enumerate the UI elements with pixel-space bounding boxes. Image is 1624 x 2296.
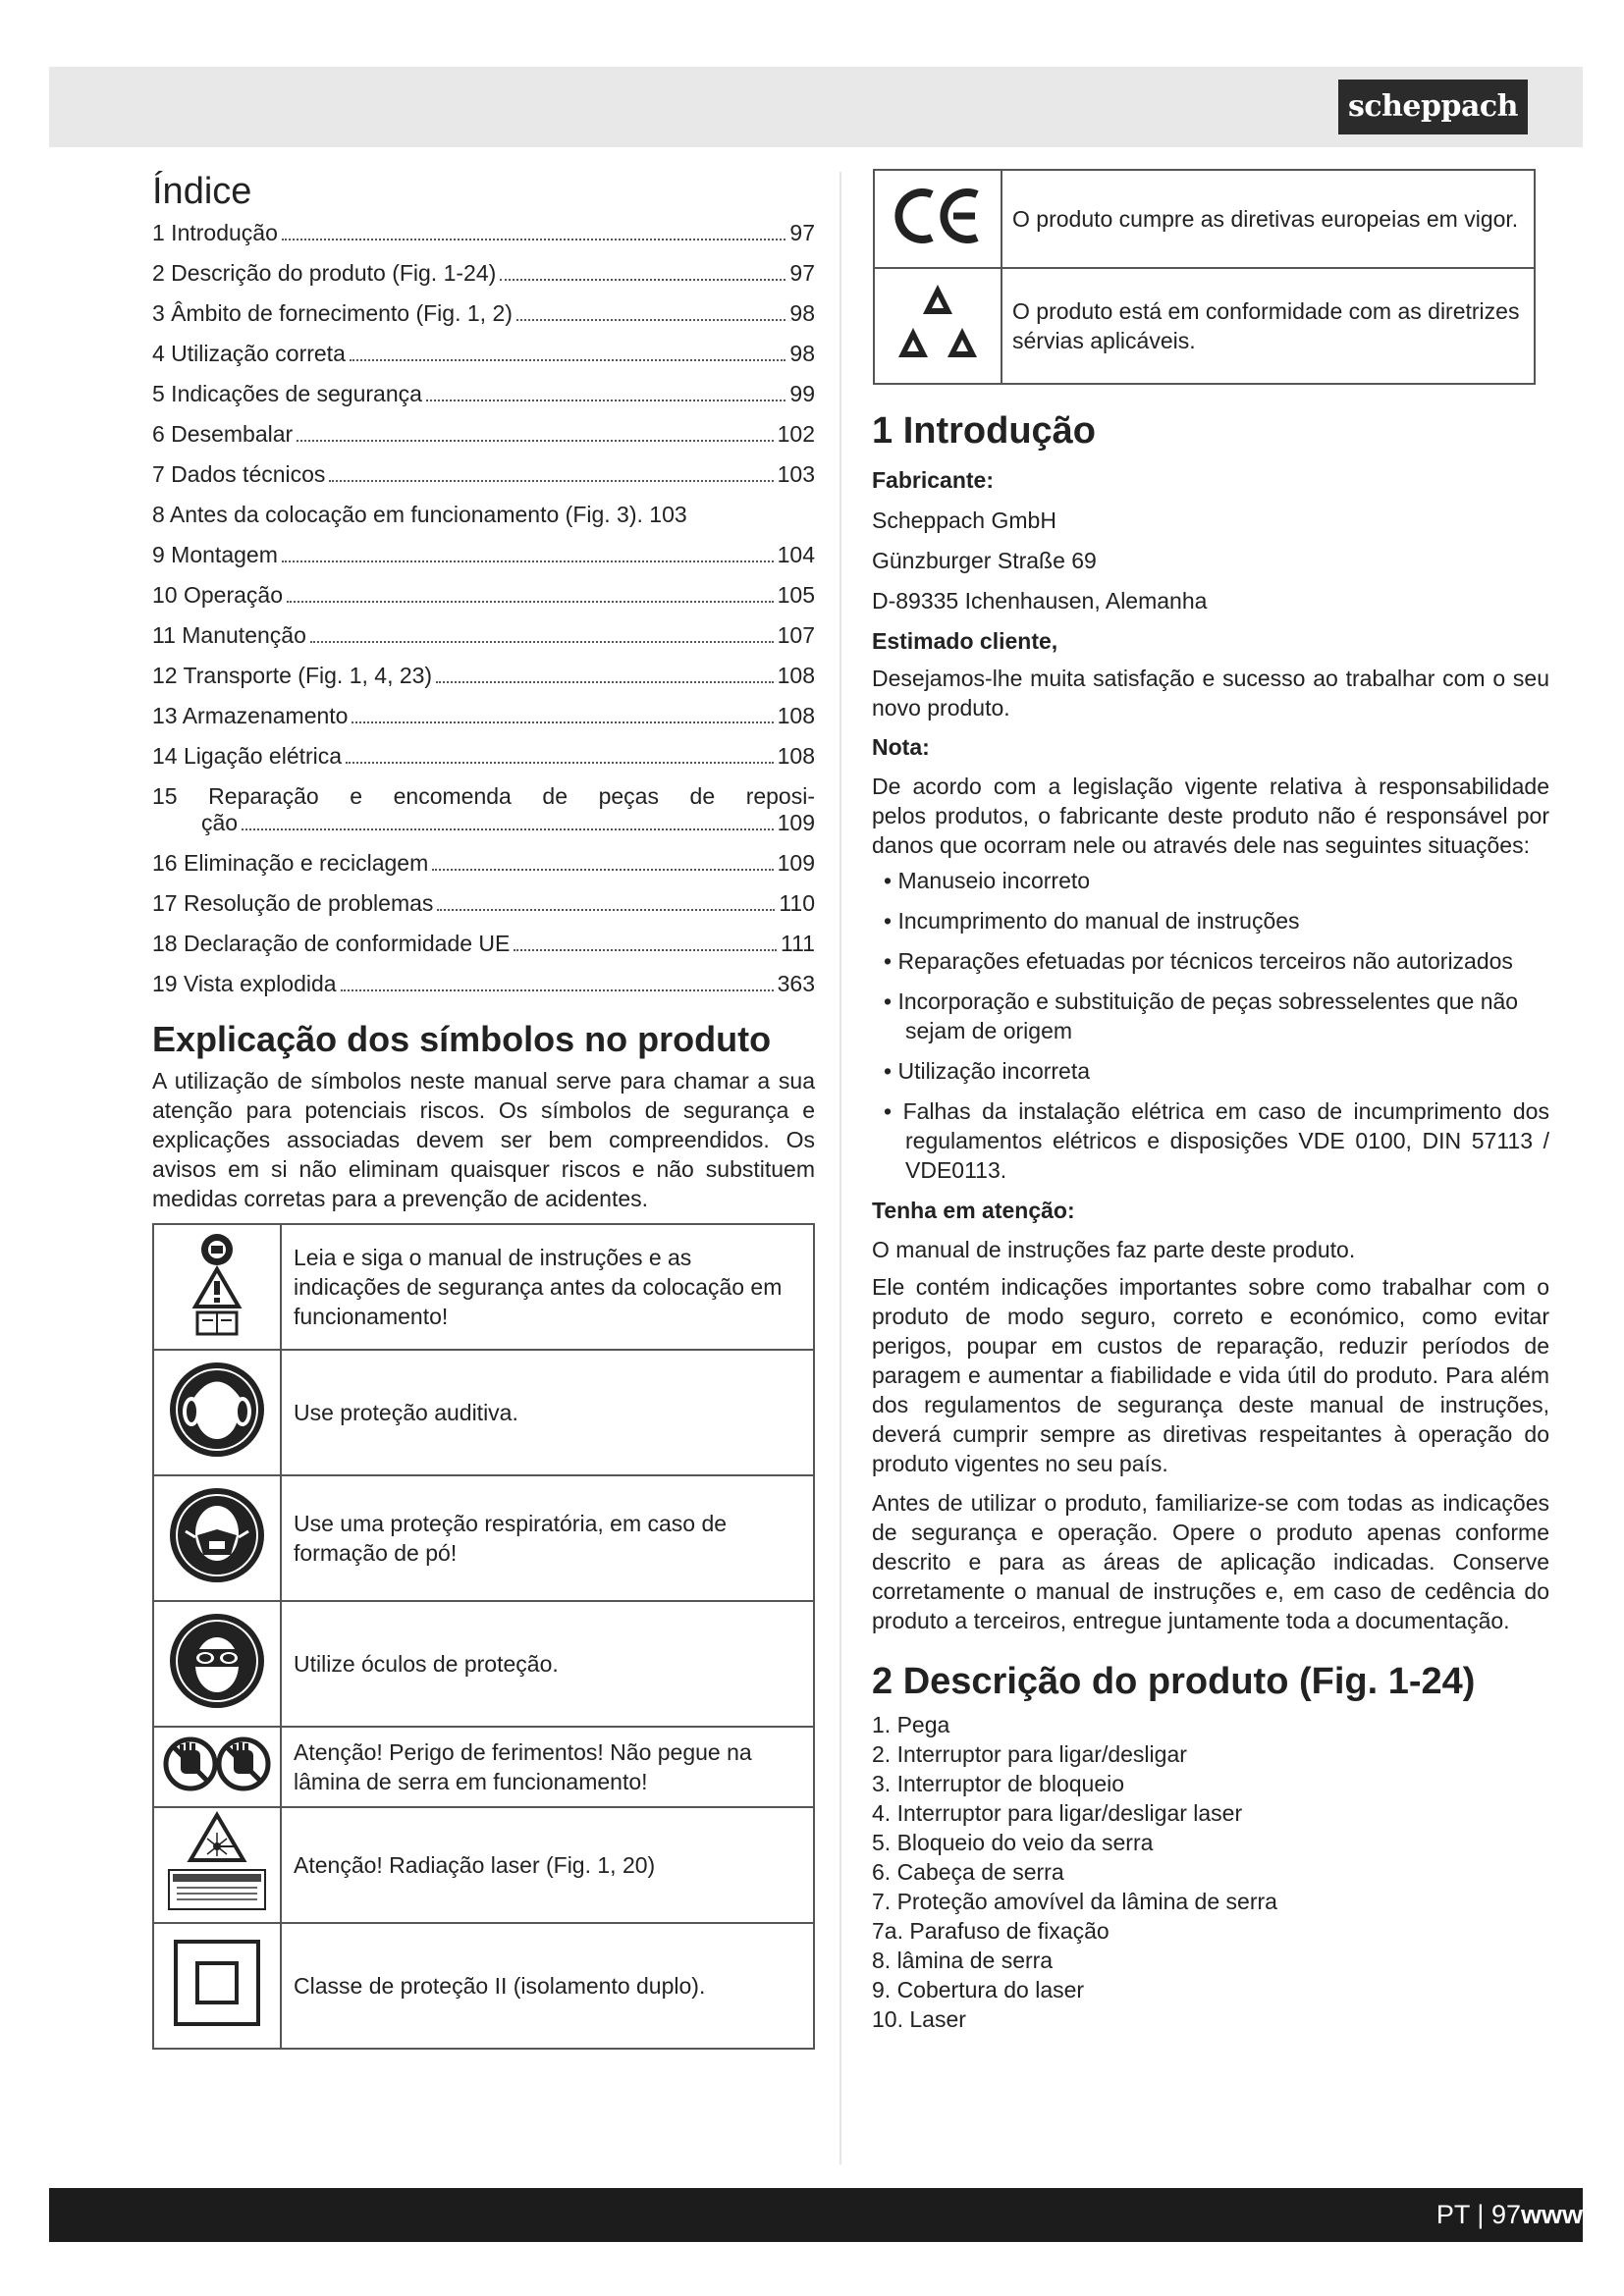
- toc-item-page: 102: [777, 421, 815, 447]
- toc-item-page: 104: [777, 542, 815, 567]
- list-item: • Manuseio incorreto: [884, 868, 1091, 893]
- toc-item-title: 6 Desembalar: [152, 421, 294, 447]
- cert-row: [874, 170, 1535, 268]
- toc-item[interactable]: [152, 783, 815, 836]
- toc-item-title: 12 Transporte (Fig. 1, 4, 23): [152, 663, 433, 688]
- toc-item[interactable]: [152, 890, 815, 917]
- toc-item[interactable]: [152, 703, 815, 729]
- toc-item-title: 8 Antes da colocação em funcionamento (Fig. 3).: [152, 502, 643, 527]
- toc-dot-leader: [516, 319, 786, 321]
- symbol-text: Atenção! Perigo de ferimentos! Não pegue na lâmina de serra em funcionamento!: [281, 1727, 814, 1807]
- toc-dot-leader: [282, 561, 774, 562]
- attention-paragraph: O manual de instruções faz parte deste produto.: [872, 1237, 1356, 1262]
- no-hands-icon: [163, 1736, 271, 1791]
- toc-item-title: 18 Declaração de conformidade UE: [152, 931, 511, 956]
- symbol-icon-cell: [153, 1923, 281, 2049]
- toc-item-page: 99: [789, 381, 815, 406]
- note-label: Nota:: [872, 734, 930, 760]
- liability-list: [872, 866, 1549, 1185]
- cert-icon-cell: [874, 170, 1001, 268]
- symbol-icon-cell: [153, 1727, 281, 1807]
- toc-item[interactable]: [152, 743, 815, 770]
- respiratory-protection-icon: [168, 1486, 266, 1584]
- symbols-intro-text: A utilização de símbolos neste manual serve para chamar a sua atenção para potenciais riscos. Os símbolos de segurança e explicações associadas devem ser bem compreendidos. Os avisos em si não eliminam quaisquer riscos e não substituem medidas corretas para a prevenção de acidentes.: [152, 1068, 815, 1211]
- list-item-text: Incorporação e substituição de peças sobresselentes que não sejam de origem: [897, 988, 1519, 1043]
- toc-item[interactable]: [152, 622, 815, 649]
- toc-item[interactable]: [152, 850, 815, 877]
- toc-dot-leader: [426, 400, 785, 401]
- footer-url: www: [1520, 2200, 1583, 2229]
- list-item: • Falhas da instalação elétrica em caso de incumprimento dos regulamentos elétricos e disposições VDE 0100, DIN 57113 / VDE0113.: [884, 1098, 1549, 1183]
- toc-item[interactable]: [152, 341, 815, 367]
- toc-item-title: 14 Ligação elétrica: [152, 743, 343, 769]
- page-number: [1436, 2188, 1583, 2242]
- toc-item-page: 108: [777, 743, 815, 769]
- toc-item-title: 9 Montagem: [152, 542, 278, 567]
- list-item: • Utilização incorreta: [884, 1058, 1091, 1084]
- left-column: [152, 169, 815, 2050]
- note-text: De acordo com a legislação vigente relativa à responsabilidade pelos produtos, o fabricante deste produto não é responsável por danos que ocorram nele ou através dele nas seguintes situações:: [872, 774, 1549, 858]
- parts-list-item: 7a. Parafuso de fixação: [872, 1918, 1110, 1944]
- attention-label: Tenha em atenção:: [872, 1198, 1075, 1223]
- symbols-section-title: Explicação dos símbolos no produto: [152, 1019, 772, 1059]
- toc-dot-leader: [437, 909, 775, 911]
- index-title: Índice: [152, 171, 252, 212]
- toc-item-title: 19 Vista explodida: [152, 971, 337, 996]
- toc-item-title: 13 Armazenamento: [152, 703, 349, 728]
- cert-text: O produto está em conformidade com as diretrizes sérvias aplicáveis.: [1001, 268, 1535, 384]
- laser-warning-icon: [163, 1811, 271, 1913]
- symbol-row: [153, 1807, 814, 1923]
- toc-item[interactable]: [152, 300, 815, 327]
- attention-paragraph: Antes de utilizar o produto, familiarize-se com todas as indicações de segurança e operação. Opere o produto apenas conforme descrito e para as áreas de aplicação indicadas. Conserve corretamente o manual de instruções e, em caso de cedência do produto a terceiros, entregue juntamente toda a documentação.: [872, 1490, 1549, 1633]
- parts-list-item: 2. Interruptor para ligar/desligar: [872, 1741, 1187, 1767]
- symbol-text: Utilize óculos de proteção.: [281, 1601, 814, 1727]
- cert-row: [874, 268, 1535, 384]
- symbol-row: [153, 1727, 814, 1807]
- symbols-table: [152, 1223, 815, 2050]
- parts-list-item: 1. Pega: [872, 1712, 950, 1737]
- greeting-text: Desejamos-lhe muita satisfação e sucesso ao trabalhar com o seu novo produto.: [872, 666, 1549, 721]
- toc-item[interactable]: [152, 542, 815, 568]
- toc-item[interactable]: [152, 931, 815, 957]
- certification-table: [873, 169, 1536, 385]
- toc-item-title: 1 Introdução: [152, 220, 278, 245]
- toc-dot-leader: [310, 641, 774, 643]
- address-line: D-89335 Ichenhausen, Alemanha: [872, 588, 1208, 614]
- toc-item[interactable]: [152, 260, 815, 287]
- toc-item-page: 108: [777, 663, 815, 688]
- toc-dot-leader: [436, 681, 774, 683]
- symbol-icon-cell: [153, 1475, 281, 1601]
- toc-item-page: 109: [777, 810, 815, 835]
- parts-list-item: 3. Interruptor de bloqueio: [872, 1771, 1125, 1796]
- toc-dot-leader: [350, 359, 786, 361]
- toc-dot-leader: [514, 949, 777, 951]
- parts-list-item: 5. Bloqueio do veio da serra: [872, 1830, 1154, 1855]
- page-label: PT | 97: [1435, 2200, 1521, 2229]
- toc-item-page: 107: [777, 622, 815, 648]
- table-of-contents: [152, 220, 815, 997]
- toc-item[interactable]: [152, 461, 815, 488]
- header-bar: [49, 67, 1583, 147]
- serbian-conformity-icon: [893, 281, 982, 365]
- toc-dot-leader: [287, 601, 774, 603]
- toc-item-title: 2 Descrição do produto (Fig. 1-24): [152, 260, 497, 286]
- parts-list-item: 7. Proteção amovível da lâmina de serra: [872, 1889, 1277, 1914]
- toc-item-title: 17 Resolução de problemas: [152, 890, 434, 916]
- toc-item-page: 110: [779, 890, 815, 916]
- toc-item-title: 16 Eliminação e reciclagem: [152, 850, 429, 876]
- list-item-text: Utilização incorreta: [897, 1058, 1091, 1084]
- list-item: • Reparações efetuadas por técnicos terceiros não autorizados: [884, 948, 1513, 974]
- brand-logo: scheppach: [1338, 80, 1528, 134]
- symbol-icon-cell: [153, 1224, 281, 1350]
- toc-item[interactable]: [152, 971, 815, 997]
- toc-item[interactable]: [152, 421, 815, 448]
- toc-item-page: 111: [781, 931, 815, 956]
- toc-dot-leader: [282, 239, 786, 240]
- cert-text: O produto cumpre as diretivas europeias em vigor.: [1001, 170, 1535, 268]
- safety-goggles-icon: [168, 1612, 266, 1710]
- toc-item-title: 10 Operação: [152, 582, 283, 608]
- parts-list-item: 4. Interruptor para ligar/desligar laser: [872, 1800, 1243, 1826]
- list-item: • Incumprimento do manual de instruções: [884, 908, 1300, 934]
- toc-item-title: 7 Dados técnicos: [152, 461, 326, 487]
- toc-item-title: 5 Indicações de segurança: [152, 381, 422, 406]
- symbol-row: [153, 1350, 814, 1475]
- hearing-protection-icon: [168, 1361, 266, 1459]
- toc-item-title: 15 Reparação e encomenda de peças de reposi-: [152, 783, 815, 809]
- symbol-text: Leia e siga o manual de instruções e as indicações de segurança antes da colocação em funcionamento!: [281, 1224, 814, 1350]
- toc-item-page: 105: [777, 582, 815, 608]
- parts-list-item: 6. Cabeça de serra: [872, 1859, 1064, 1885]
- symbol-row: [153, 1475, 814, 1601]
- symbol-icon-cell: [153, 1601, 281, 1727]
- toc-dot-leader: [352, 721, 773, 723]
- toc-dot-leader: [242, 828, 774, 830]
- ce-mark-icon: [891, 185, 985, 247]
- address-line: Scheppach GmbH: [872, 507, 1056, 533]
- parts-list-item: 8. lâmina de serra: [872, 1948, 1054, 1973]
- protection-class-2-icon: [168, 1934, 266, 2032]
- toc-item[interactable]: [152, 381, 815, 407]
- symbol-row: [153, 1923, 814, 2049]
- toc-item-continuation: [152, 810, 815, 836]
- toc-dot-leader: [432, 869, 773, 871]
- toc-item[interactable]: [152, 220, 815, 246]
- list-item: • Incorporação e substituição de peças sobresselentes que não sejam de origem: [884, 988, 1519, 1043]
- toc-item[interactable]: [152, 582, 815, 609]
- list-item-text: Falhas da instalação elétrica em caso de incumprimento dos regulamentos elétricos e disposições VDE 0100, DIN 57113 / VDE0113.: [902, 1098, 1549, 1183]
- symbol-text: Classe de proteção II (isolamento duplo).: [281, 1923, 814, 2049]
- list-item-text: Reparações efetuadas por técnicos terceiros não autorizados: [897, 948, 1513, 974]
- toc-item-page: 98: [789, 300, 815, 326]
- toc-dot-leader: [341, 989, 774, 991]
- symbol-text: Atenção! Radiação laser (Fig. 1, 20): [281, 1807, 814, 1923]
- right-column: [872, 169, 1549, 2034]
- greeting-label: Estimado cliente,: [872, 628, 1058, 654]
- toc-item-title-cont: ção: [201, 810, 239, 835]
- toc-item-title: 4 Utilização correta: [152, 341, 346, 366]
- toc-item[interactable]: [152, 663, 815, 689]
- symbol-text: Use uma proteção respiratória, em caso de formação de pó!: [281, 1475, 814, 1601]
- cert-icon-cell: [874, 268, 1001, 384]
- toc-item-page: 103: [649, 502, 687, 527]
- manufacturer-label: Fabricante:: [872, 467, 994, 493]
- toc-dot-leader: [346, 762, 774, 764]
- parts-list: [872, 1710, 1549, 2034]
- symbol-row: [153, 1224, 814, 1350]
- address-line: Günzburger Straße 69: [872, 548, 1097, 573]
- toc-item-page: 98: [789, 341, 815, 366]
- toc-item-page: 103: [777, 461, 815, 487]
- symbol-text: Use proteção auditiva.: [281, 1350, 814, 1475]
- toc-dot-leader: [297, 440, 773, 442]
- list-item-text: Incumprimento do manual de instruções: [897, 908, 1300, 934]
- introduction-title: 1 Introdução: [872, 410, 1097, 452]
- parts-list-item: 10. Laser: [872, 2006, 966, 2032]
- read-manual-icon: [188, 1230, 246, 1338]
- list-item-text: Manuseio incorreto: [897, 868, 1091, 893]
- toc-item-page: 97: [789, 260, 815, 286]
- symbol-icon-cell: [153, 1807, 281, 1923]
- attention-paragraph: Ele contém indicações importantes sobre como trabalhar com o produto de modo seguro, correto e económico, como evitar perigos, poupar em custos de reparação, reduzir períodos de paragem e aumentar a fiabilidade e vida útil do produto. Para além dos regulamentos de segurança deste manual de instruções, deverá cumprir sempre as diretivas respeitantes à operação do produto vigentes no seu país.: [872, 1274, 1549, 1476]
- footer-bar: [49, 2188, 1583, 2242]
- symbol-row: [153, 1601, 814, 1727]
- toc-item-page: 109: [777, 850, 815, 876]
- parts-list-item: 9. Cobertura do laser: [872, 1977, 1085, 2002]
- toc-item-page: 108: [777, 703, 815, 728]
- toc-item-page: 97: [789, 220, 815, 245]
- toc-item-page: 363: [777, 971, 815, 996]
- toc-item-title: 3 Âmbito de fornecimento (Fig. 1, 2): [152, 300, 513, 326]
- toc-item[interactable]: [152, 502, 815, 528]
- column-divider: [839, 172, 841, 2164]
- toc-dot-leader: [329, 480, 773, 482]
- toc-item-title: 11 Manutenção: [152, 622, 306, 648]
- symbol-icon-cell: [153, 1350, 281, 1475]
- toc-dot-leader: [500, 279, 785, 281]
- description-title: 2 Descrição do produto (Fig. 1-24): [872, 1661, 1476, 1702]
